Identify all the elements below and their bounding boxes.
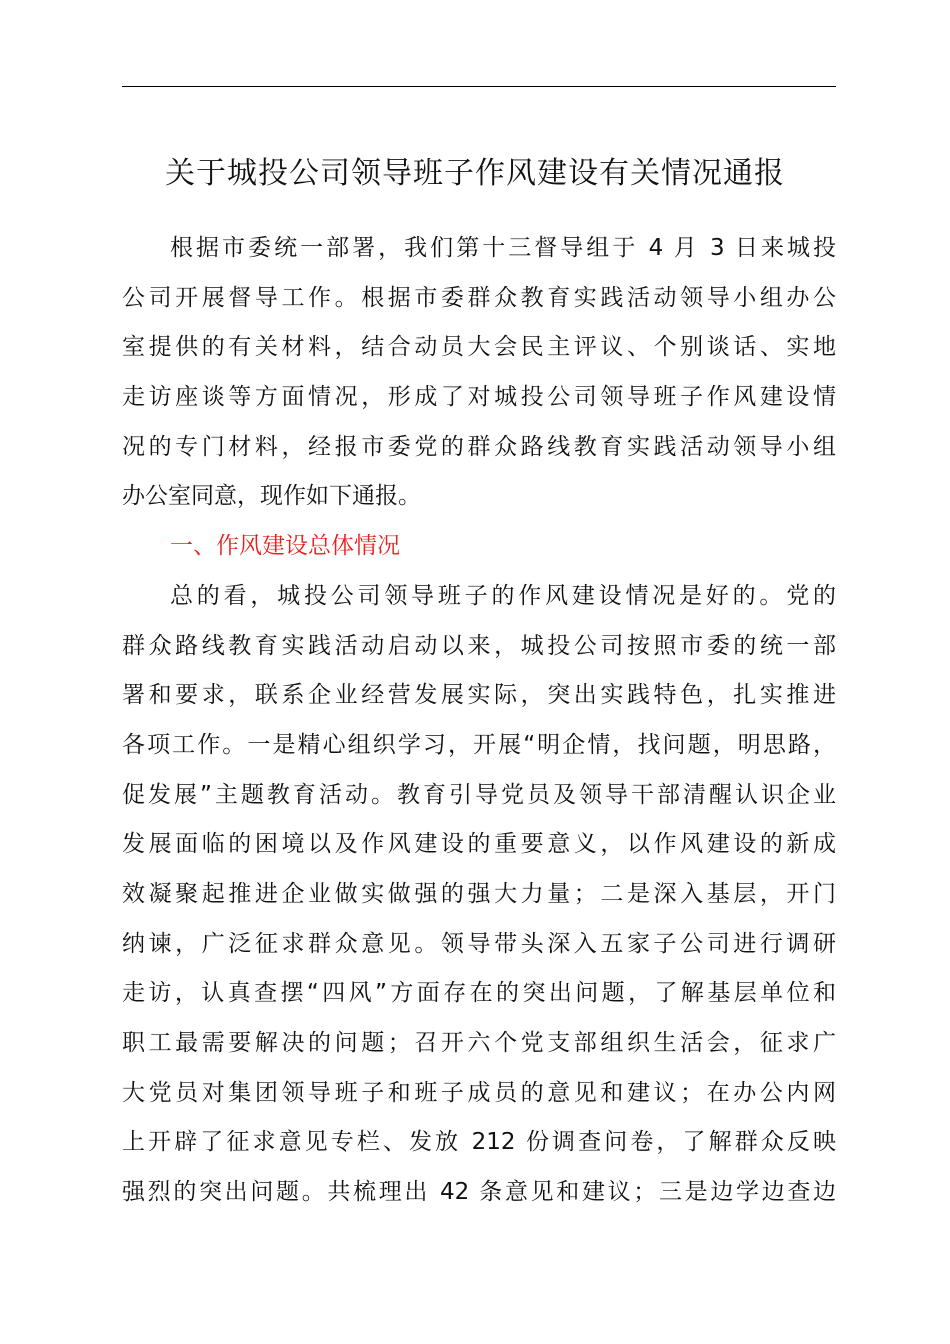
paragraph-line: 况的专门材料，经报市委党的群众路线教育实践活动领导小组 xyxy=(122,433,836,460)
paragraph-line: 发展面临的困境以及作风建设的重要意义，以作风建设的新成 xyxy=(122,831,836,858)
document-title: 关于城投公司领导班子作风建设有关情况通报 xyxy=(165,156,785,191)
paragraph-line: 署和要求，联系企业经营发展实际，突出实践特色，扎实推进 xyxy=(122,682,836,709)
paragraph-line: 纳谏，广泛征求群众意见。领导带头深入五家子公司进行调研 xyxy=(122,930,836,957)
paragraph-line: 大党员对集团领导班子和班子成员的意见和建议；在办公内网 xyxy=(122,1079,836,1106)
paragraph-line: 各项工作。一是精心组织学习，开展“明企情，找问题，明思路， xyxy=(122,731,836,758)
paragraph-line: 职工最需要解决的问题；召开六个党支部组织生活会，征求广 xyxy=(122,1030,836,1056)
paragraph-line: 总的看，城投公司领导班子的作风建设情况是好的。党的 xyxy=(170,582,836,609)
paragraph-line: 促发展”主题教育活动。教育引导党员及领导干部清醒认识企业 xyxy=(122,781,836,808)
paragraph-line: 群众路线教育实践活动启动以来，城投公司按照市委的统一部 xyxy=(122,632,836,659)
paragraph-line: 根据市委统一部署，我们第十三督导组于 4 月 3 日来城投 xyxy=(170,235,836,261)
paragraph-line: 强烈的突出问题。共梳理出 42 条意见和建议；三是边学边查边 xyxy=(122,1179,836,1206)
paragraph-line: 办公室同意，现作如下通报。 xyxy=(122,483,421,510)
paragraph-line: 室提供的有关材料，结合动员大会民主评议、个别谈话、实地 xyxy=(122,334,836,361)
paragraph-line: 上开辟了征求意见专栏、发放 212 份调查问卷，了解群众反映 xyxy=(122,1129,836,1156)
paragraph-line: 走访，认真查摆“四风”方面存在的突出问题，了解基层单位和 xyxy=(122,980,836,1007)
paragraph-line: 公司开展督导工作。根据市委群众教育实践活动领导小组办公 xyxy=(122,284,836,311)
header-rule xyxy=(122,86,836,87)
paragraph-line: 走访座谈等方面情况，形成了对城投公司领导班子作风建设情 xyxy=(122,384,836,411)
document-body xyxy=(122,224,836,1218)
section-heading: 一、作风建设总体情况 xyxy=(170,533,400,560)
paragraph-line: 效凝聚起推进企业做实做强的强大力量；二是深入基层，开门 xyxy=(122,880,836,907)
